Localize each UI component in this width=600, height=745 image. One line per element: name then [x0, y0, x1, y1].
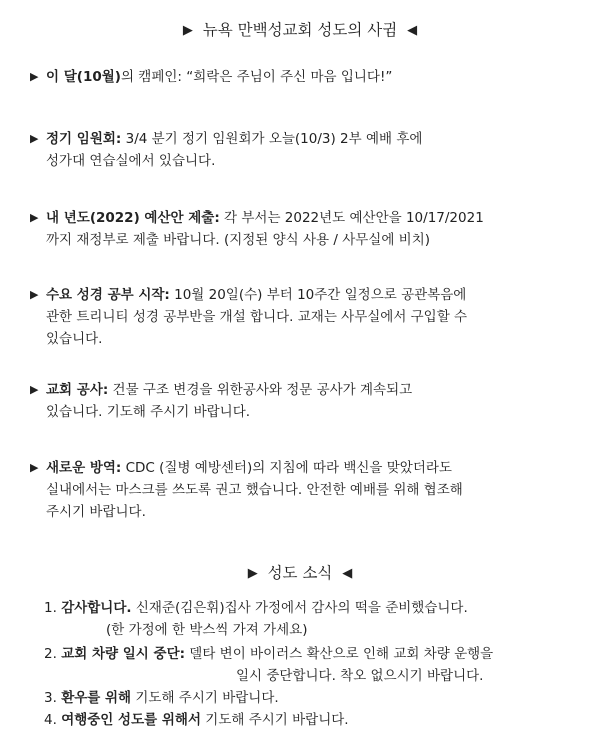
left-triangle-icon: ◀	[342, 566, 353, 581]
list-item	[44, 597, 590, 619]
announcement-line: CDC (질병 예방센터)의 지침에 따라 백신을 맞았더라도	[121, 460, 452, 476]
section-title: 성도 소식	[267, 564, 333, 582]
announcement-officers-meeting	[30, 128, 590, 172]
announcement-label: 이 달(10월)	[46, 69, 121, 85]
announcement-text: “희락은 주님이 주신 마음 입니다!”	[181, 69, 393, 85]
announcement-quarantine	[30, 457, 590, 523]
bullet-triangle-icon: ▶	[30, 70, 39, 83]
announcement-label-suffix: 의 캠페인:	[120, 69, 182, 85]
announcement-line: 3/4 분기 정기 임원회가 오늘(10/3) 2부 예배 후에	[121, 131, 423, 147]
bullet-triangle-icon: ▶	[30, 383, 39, 396]
section-heading-member-news	[0, 561, 600, 583]
item-text: 델타 변이 바이러스 확산으로 인해 교회 차량 운행을	[185, 646, 494, 662]
announcement-line: 10월 20일(수) 부터 10주간 일정으로 공관복음에	[169, 287, 467, 303]
announcement-label: 새로운 방역:	[46, 460, 122, 476]
item-number: 1.	[44, 600, 57, 616]
announcement-line: 실내에서는 마스크를 쓰도록 권고 했습니다. 안전한 예배를 위해 협조해	[46, 482, 463, 498]
item-text: 기도해 주시기 바랍니다.	[131, 690, 279, 706]
announcement-line: 있습니다.	[46, 331, 103, 347]
announcement-line: 성가대 연습실에서 있습니다.	[46, 153, 216, 169]
announcement-campaign	[30, 66, 590, 88]
list-item	[44, 709, 590, 731]
bullet-triangle-icon: ▶	[30, 288, 39, 301]
item-label: 교회 차량 일시 중단:	[61, 646, 186, 662]
item-text: 신재준(김은휘)집사 가정에서 감사의 떡을 준비했습니다.	[131, 600, 468, 616]
list-item	[44, 643, 590, 665]
item-text: 기도해 주시기 바랍니다.	[201, 712, 349, 728]
bullet-triangle-icon: ▶	[30, 132, 39, 145]
member-news-list	[44, 597, 590, 731]
announcement-line: 각 부서는 2022년도 예산안을 10/17/2021	[219, 210, 484, 226]
bullet-triangle-icon: ▶	[30, 461, 39, 474]
announcement-line: 주시기 바랍니다.	[46, 504, 146, 520]
announcement-line: 까지 재정부로 제출 바랍니다. (지정된 양식 사용 / 사무실에 비치)	[46, 232, 431, 248]
section-title: 뉴욕 만백성교회 성도의 사귐	[202, 21, 398, 39]
item-label: 감사합니다.	[61, 600, 132, 616]
section-heading-fellowship	[0, 18, 600, 40]
list-item-continuation: (한 가정에 한 박스씩 가져 가세요)	[106, 622, 308, 638]
announcement-line: 건물 구조 변경을 위한공사와 정문 공사가 계속되고	[108, 382, 413, 398]
announcement-bible-study	[30, 284, 590, 350]
announcement-label: 내 년도(2022) 예산안 제출:	[46, 210, 220, 226]
announcement-budget	[30, 207, 590, 251]
list-item-continuation: 일시 중단합니다. 착오 없으시기 바랍니다.	[236, 668, 484, 684]
announcement-construction	[30, 379, 590, 423]
left-triangle-icon: ◀	[407, 23, 418, 38]
item-label: 환우를 위해	[61, 690, 132, 706]
announcement-label: 교회 공사:	[46, 382, 109, 398]
item-number: 2.	[44, 646, 57, 662]
announcement-label: 정기 임원회:	[46, 131, 122, 147]
item-number: 4.	[44, 712, 57, 728]
bullet-triangle-icon: ▶	[30, 211, 39, 224]
list-item	[44, 687, 590, 709]
announcement-line: 관한 트리니티 성경 공부반을 개설 합니다. 교재는 사무실에서 구입할 수	[46, 309, 468, 325]
announcement-label: 수요 성경 공부 시작:	[46, 287, 170, 303]
right-triangle-icon: ▶	[247, 566, 258, 581]
announcement-line: 있습니다. 기도해 주시기 바랍니다.	[46, 404, 251, 420]
item-number: 3.	[44, 690, 57, 706]
right-triangle-icon: ▶	[182, 23, 193, 38]
item-label: 여행중인 성도를 위해서	[61, 712, 201, 728]
